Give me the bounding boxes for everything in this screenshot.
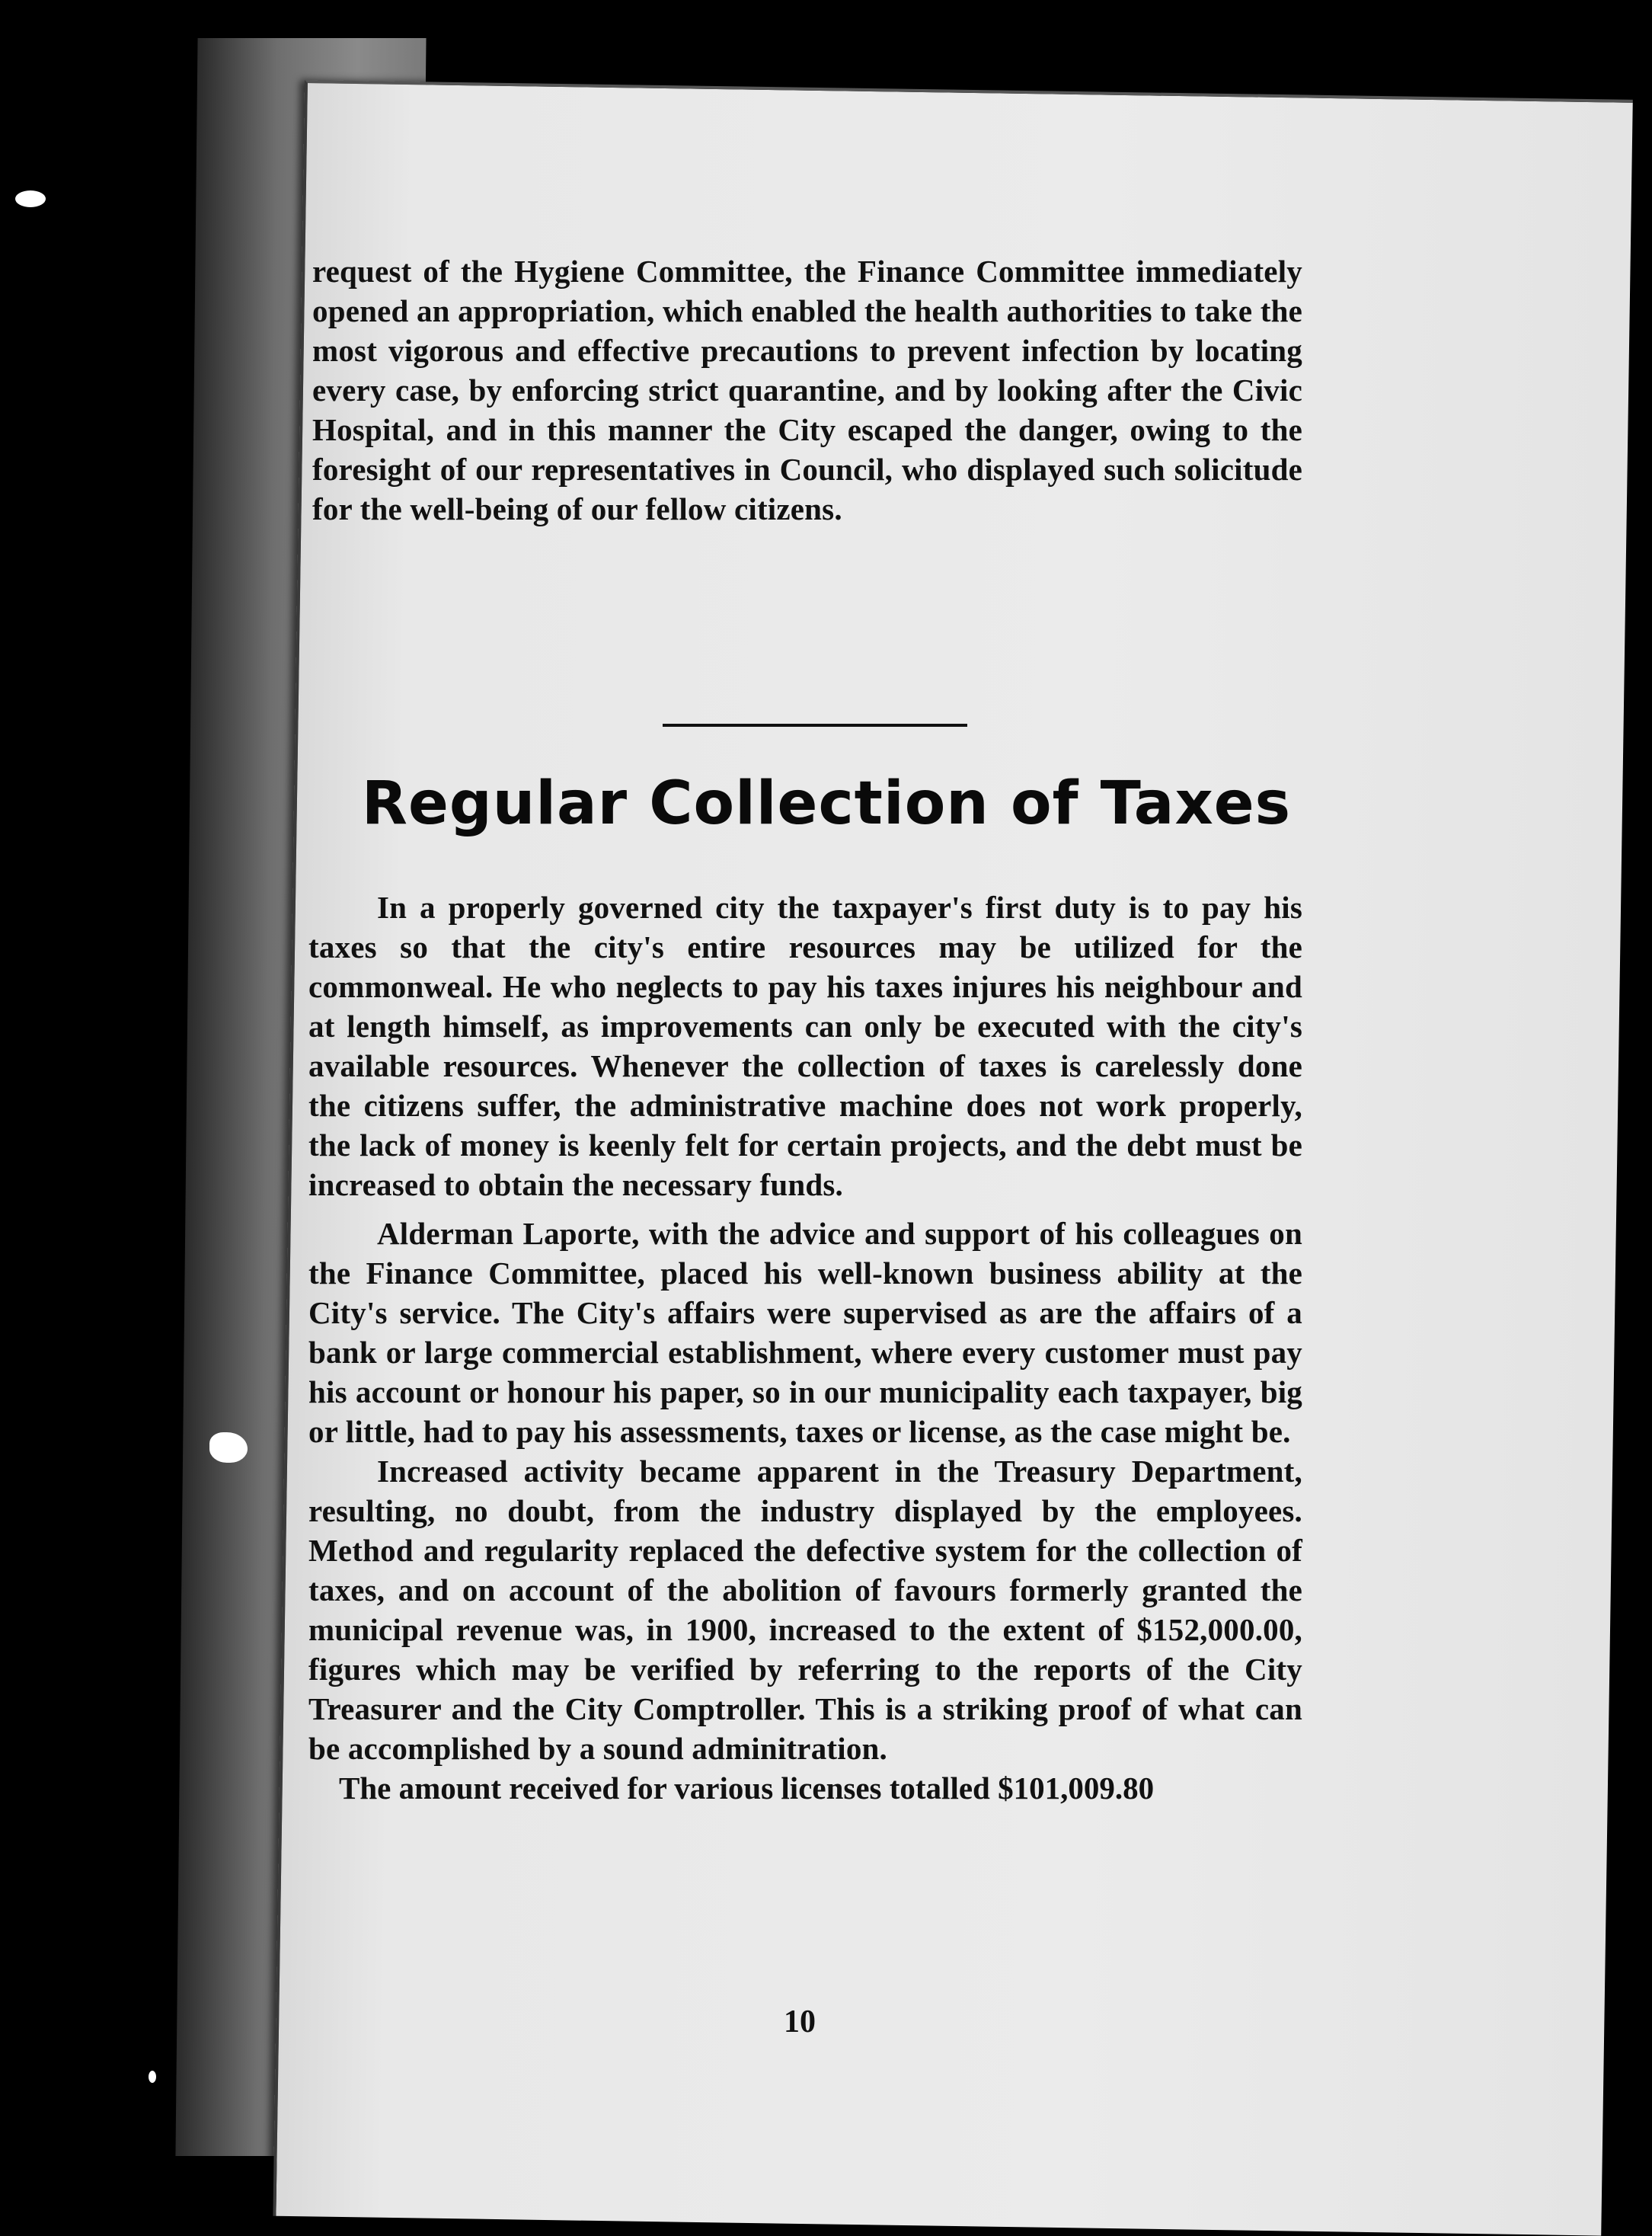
scan-speck xyxy=(149,2071,156,2083)
body-paragraph: In a properly governed city the taxpayer's first duty is to pay his taxes so that the city's entire resources may be utilized for the commonweal. He who neglects to pay his taxes injures his neighbour and at length himself, as improvements can only be executed with the city's available resources. Whenever the collection of taxes is carelessly done the citizens suffer, the administrative machine does not work properly, the lack of money is keenly felt for certain projects, and the debt must be increased to obtain the necessary funds. xyxy=(308,890,1302,1202)
continuation-paragraph: request of the Hygiene Committee, the Finance Committee immediately opened an appropriation, which enabled the health authorities to take the most vigorous and effective precautions to prevent infection by locating every case, by enforcing strict quarantine, and by looking after the Civic Hospital, and in this manner the City escaped the danger, owing to the foresight of our representatives in Council, who displayed such solicitude for the well-being of our fellow citizens. xyxy=(312,254,1302,526)
last-line: The amount received for various licenses totalled $101,009.80 xyxy=(339,1771,1155,1806)
section-body xyxy=(308,888,1302,1808)
scan-speck xyxy=(209,1432,248,1463)
continuation-paragraph-block xyxy=(312,251,1302,529)
body-paragraph: Increased activity became apparent in the Treasury Department, resulting, no doubt, from the industry displayed by the employees. Method and regularity replaced the defective system for the collection of taxes, and on account of the abolition of favours formerly granted the municipal revenue was, in 1900, increased to the extent of $152,000.00, figures which may be verified by referring to the reports of the City Treasurer and the City Comptroller. This is a striking proof of what can be accomplished by a sound adminitration. xyxy=(308,1454,1302,1766)
scan-speck xyxy=(15,190,46,207)
body-paragraph: Alderman Laporte, with the advice and support of his colleagues on the Finance Committee, placed his well-known business ability at the City's service. The City's affairs were supervised as are the affairs of a bank or large commercial establishment, where every customer must pay his account or honour his paper, so in our municipality each taxpayer, big or little, had to pay his assessments, taxes or license, as the case might be. xyxy=(308,1216,1302,1449)
section-divider-rule xyxy=(663,724,967,727)
section-title: Regular Collection of Taxes xyxy=(361,769,1292,838)
page-number: 10 xyxy=(784,2004,816,2039)
